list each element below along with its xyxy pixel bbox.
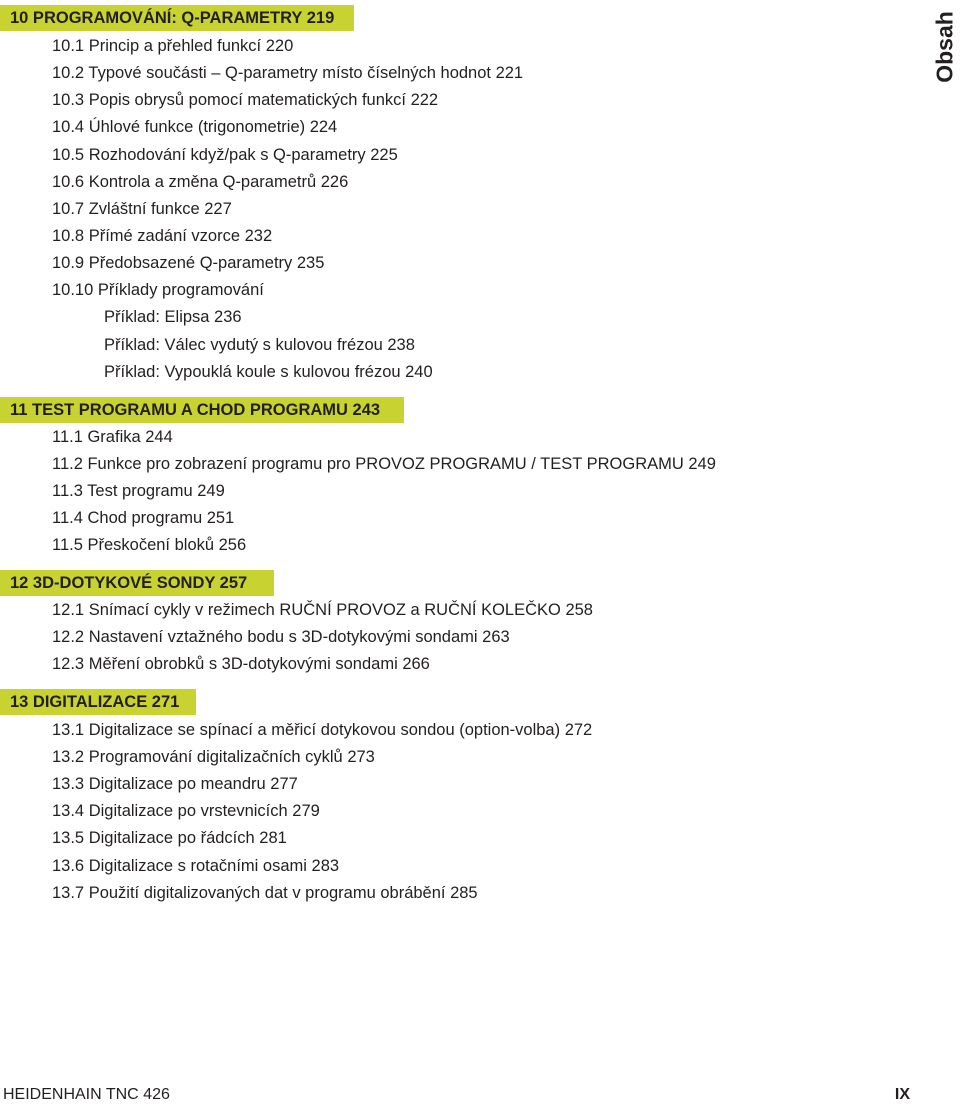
side-tab-label: Obsah [931, 11, 958, 83]
toc-entry[interactable]: 10.4 Úhlové funkce (trigonometrie) 224 [52, 118, 338, 136]
section-heading-13[interactable]: 13 DIGITALIZACE 271 [0, 689, 196, 715]
toc-entry[interactable]: 10.1 Princip a přehled funkcí 220 [52, 37, 294, 55]
toc-entry[interactable]: 11.3 Test programu 249 [52, 482, 225, 500]
toc-entry[interactable]: 11.5 Přeskočení bloků 256 [52, 536, 247, 554]
toc-entry[interactable]: 10.10 Příklady programování [52, 281, 264, 299]
toc-subentry[interactable]: Příklad: Elipsa 236 [104, 308, 242, 326]
toc-entry[interactable]: 13.4 Digitalizace po vrstevnicích 279 [52, 802, 320, 820]
toc-entry[interactable]: 12.2 Nastavení vztažného bodu s 3D-dotykovými sondami 263 [52, 628, 510, 646]
section-heading-12[interactable]: 12 3D-DOTYKOVÉ SONDY 257 [0, 570, 274, 596]
footer-page-number: IX [894, 1086, 910, 1103]
toc-entry[interactable]: 10.5 Rozhodování když/pak s Q-parametry 225 [52, 146, 398, 164]
toc-entry[interactable]: 13.1 Digitalizace se spínací a měřicí dotykovou sondou (option-volba) 272 [52, 721, 593, 739]
toc-entry[interactable]: 13.2 Programování digitalizačních cyklů 273 [52, 748, 375, 766]
toc-entry[interactable]: 11.2 Funkce pro zobrazení programu pro PROVOZ PROGRAMU / TEST PROGRAMU 249 [52, 455, 716, 473]
toc-subentry[interactable]: Příklad: Válec vydutý s kulovou frézou 238 [104, 336, 415, 354]
toc-entry[interactable]: 10.7 Zvláštní funkce 227 [52, 200, 232, 218]
toc-entry[interactable]: 13.5 Digitalizace po řádcích 281 [52, 829, 287, 847]
toc-subentry[interactable]: Příklad: Vypouklá koule s kulovou frézou 240 [104, 363, 433, 381]
toc-entry[interactable]: 13.7 Použití digitalizovaných dat v programu obrábění 285 [52, 884, 478, 902]
toc-entry[interactable]: 10.2 Typové součásti – Q-parametry místo číselných hodnot 221 [52, 64, 524, 82]
toc-entry[interactable]: 13.3 Digitalizace po meandru 277 [52, 775, 298, 793]
toc-entry[interactable]: 11.4 Chod programu 251 [52, 509, 235, 527]
toc-entry[interactable]: 12.3 Měření obrobků s 3D-dotykovými sondami 266 [52, 655, 430, 673]
section-heading-11[interactable]: 11 TEST PROGRAMU A CHOD PROGRAMU 243 [0, 397, 404, 423]
toc-entry[interactable]: 10.9 Předobsazené Q-parametry 235 [52, 254, 325, 272]
toc-entry[interactable]: 13.6 Digitalizace s rotačními osami 283 [52, 857, 340, 875]
toc-entry[interactable]: 11.1 Grafika 244 [52, 428, 173, 446]
section-heading-10[interactable]: 10 PROGRAMOVÁNÍ: Q-PARAMETRY 219 [0, 5, 354, 31]
toc-entry[interactable]: 10.8 Přímé zadání vzorce 232 [52, 227, 273, 245]
toc-entry[interactable]: 10.6 Kontrola a změna Q-parametrů 226 [52, 173, 349, 191]
footer-product-name: HEIDENHAIN TNC 426 [3, 1086, 170, 1103]
side-tab-obsah [932, 4, 958, 90]
toc-entry[interactable]: 12.1 Snímací cykly v režimech RUČNÍ PROVOZ a RUČNÍ KOLEČKO 258 [52, 601, 593, 619]
toc-entry[interactable]: 10.3 Popis obrysů pomocí matematických funkcí 222 [52, 91, 439, 109]
